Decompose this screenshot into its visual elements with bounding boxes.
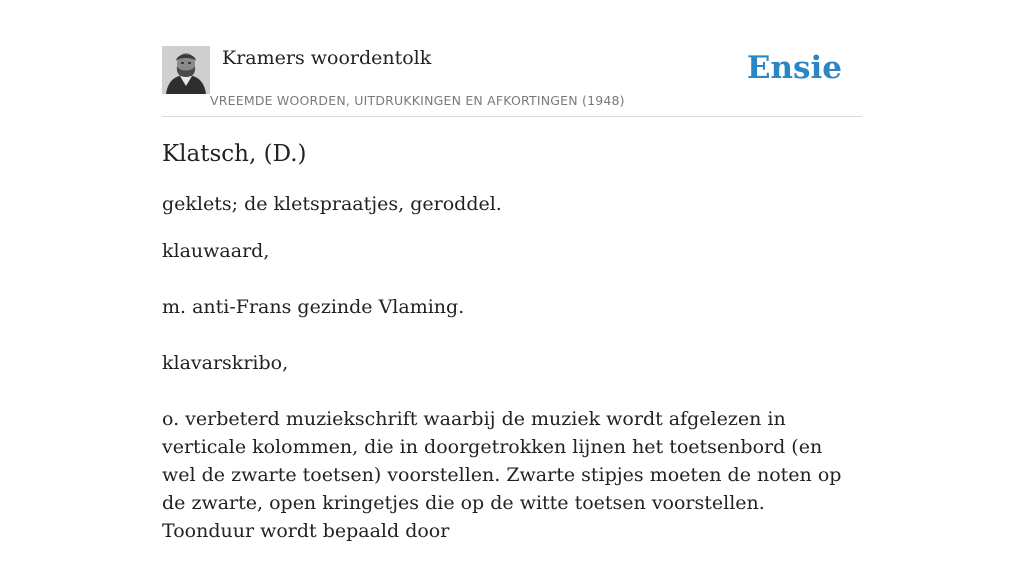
source-title[interactable]: Kramers woordentolk [222,47,432,69]
body-paragraph: m. anti-Frans gezinde Vlaming. [162,296,465,318]
body-paragraph: klavarskribo, [162,352,289,374]
entry-content [162,138,842,573]
body-paragraph: o. verbeterd muziekschrift waarbij de muziek wordt afgelezen in verticale kolommen, die in doorgetrokken lijnen het toetsenbord (en wel de zwarte toetsen) voorstellen. Zwarte stipjes moeten de noten op de zwarte, open kringetjes die op de witte toetsen voorstellen. Toonduur wordt bepaald door [162,408,842,542]
source-subtitle: VREEMDE WOORDEN, UITDRUKKINGEN EN AFKORTINGEN (1948) [210,93,625,108]
body-paragraph: klauwaard, [162,240,270,262]
portrait-avatar[interactable] [162,46,210,94]
brand-logo[interactable]: Ensie [746,50,842,86]
entry-definition: geklets; de kletspraatjes, geroddel. [162,193,502,215]
entry-title: Klatsch, (D.) [162,141,307,167]
source-header [162,46,862,117]
portrait-icon [162,46,210,94]
entry-body [162,237,842,545]
